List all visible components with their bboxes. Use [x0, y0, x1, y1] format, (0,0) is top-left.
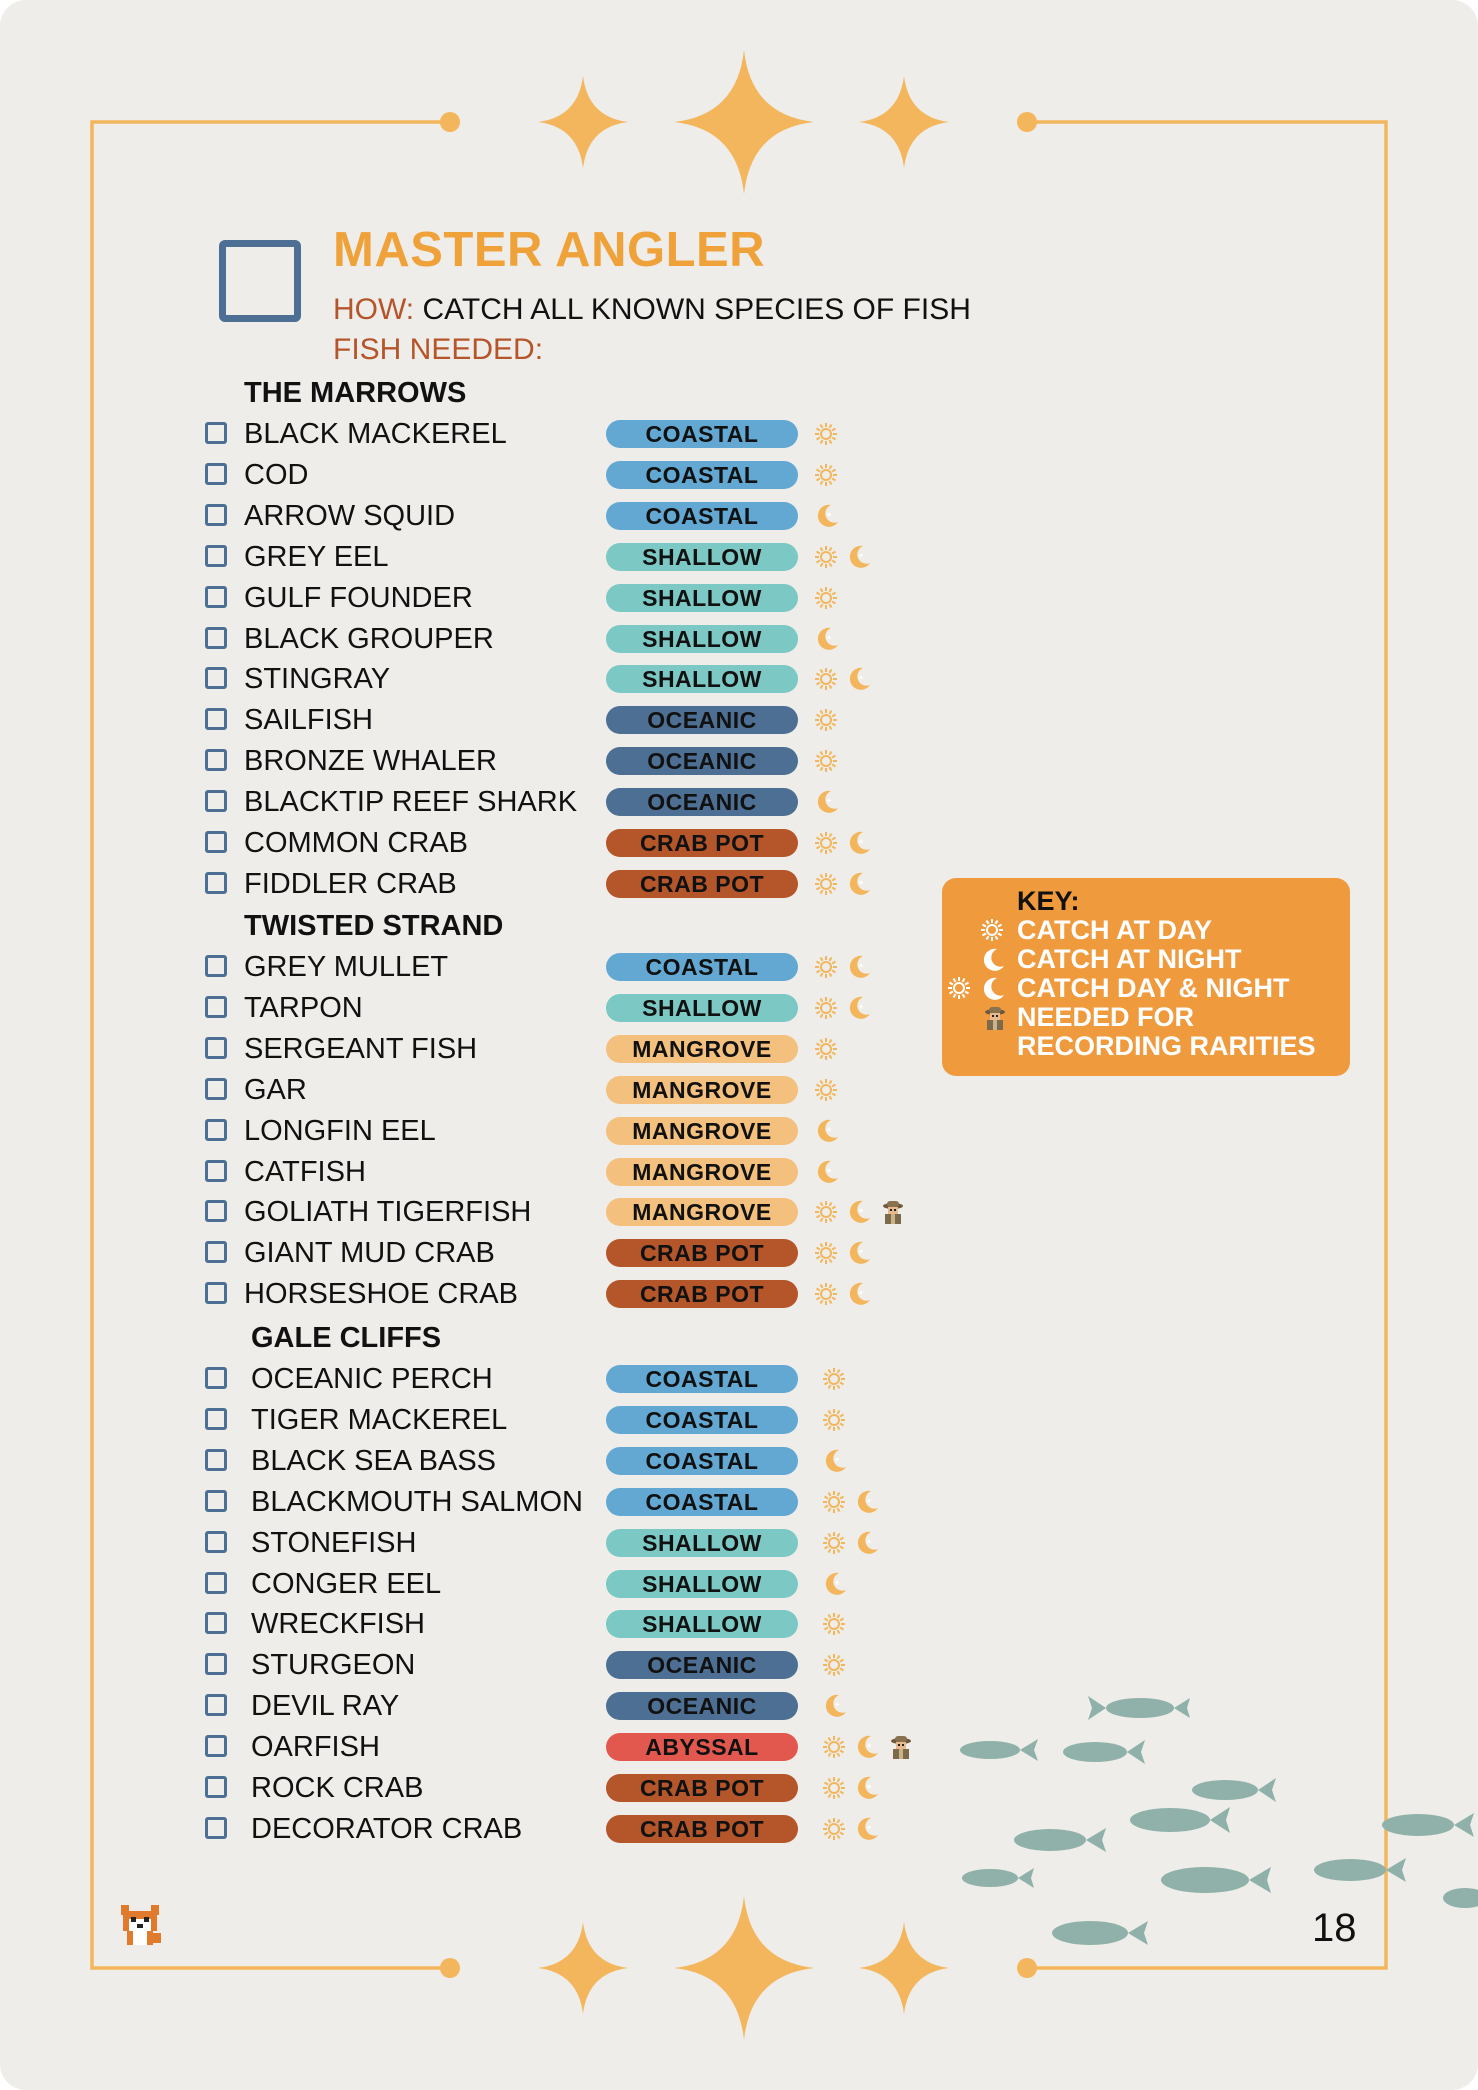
fish-name: BLACK SEA BASS: [251, 1445, 497, 1477]
fish-name: COD: [244, 459, 309, 491]
fish-silhouette: [1063, 1740, 1145, 1764]
moon-icon: [854, 1489, 880, 1515]
sun-icon: [814, 422, 838, 446]
fish-checkbox[interactable]: [205, 1282, 227, 1304]
fish-name: LONGFIN EEL: [244, 1115, 436, 1147]
moon-icon: [854, 1734, 880, 1760]
time-icons: [814, 1074, 838, 1106]
fish-checkbox[interactable]: [205, 996, 227, 1018]
time-icons: [814, 1278, 872, 1310]
fish-name: BLACKMOUTH SALMON: [251, 1486, 583, 1518]
habitat-badge: MANGROVE: [606, 1158, 798, 1186]
fish-name: BLACK MACKEREL: [244, 418, 507, 450]
sun-icon: [822, 1408, 846, 1432]
fish-name: ROCK CRAB: [251, 1772, 424, 1804]
fish-name: GIANT MUD CRAB: [244, 1237, 495, 1269]
time-icons: [814, 1196, 906, 1228]
sun-icon: [822, 1490, 846, 1514]
moon-icon: [822, 1693, 848, 1719]
sun-icon: [814, 1282, 838, 1306]
time-icons: [814, 786, 840, 818]
habitat-badge: CRAB POT: [606, 1280, 798, 1308]
fish-silhouette: [960, 1739, 1038, 1761]
sun-icon: [822, 1531, 846, 1555]
time-icons: [822, 1568, 848, 1600]
fish-name: GULF FOUNDER: [244, 582, 473, 614]
moon-icon: [854, 1775, 880, 1801]
star-icon: [538, 1922, 628, 2014]
moon-icon: [980, 947, 1006, 973]
fish-name: STURGEON: [251, 1649, 416, 1681]
time-icons: [814, 459, 838, 491]
habitat-badge: OCEANIC: [606, 706, 798, 734]
fish-checkbox[interactable]: [205, 831, 227, 853]
time-icons: [822, 1527, 880, 1559]
habitat-badge: COASTAL: [606, 1365, 798, 1393]
fish-name: DECORATOR CRAB: [251, 1813, 523, 1845]
moon-icon: [822, 1571, 848, 1597]
moon-icon: [980, 976, 1006, 1008]
time-icons: [822, 1772, 880, 1804]
sun-icon: [814, 1241, 838, 1265]
habitat-badge: SHALLOW: [606, 584, 798, 612]
time-icons: [814, 582, 838, 614]
moon-icon: [814, 503, 840, 529]
time-icons: [814, 745, 838, 777]
fish-checkbox[interactable]: [205, 1241, 227, 1263]
sun-icon: [814, 955, 838, 979]
fish-checkbox[interactable]: [205, 1490, 227, 1512]
moon-icon: [822, 1448, 848, 1474]
fox-mascot-icon: [117, 1903, 163, 1949]
moon-icon: [846, 830, 872, 856]
frame-dot: [440, 112, 460, 132]
sun-icon: [822, 1776, 846, 1800]
sun-icon: [814, 708, 838, 732]
moon-icon: [814, 1159, 840, 1185]
moon-icon: [846, 1281, 872, 1307]
habitat-badge: COASTAL: [606, 1447, 798, 1475]
sun-icon: [980, 918, 1004, 948]
sun-icon: [814, 831, 838, 855]
sun-icon: [822, 1817, 846, 1841]
sun-icon: [814, 872, 838, 896]
fish-silhouette: [1088, 1696, 1190, 1720]
moon-icon: [854, 1816, 880, 1842]
fish-name: BLACK GROUPER: [244, 623, 494, 655]
sun-icon: [814, 586, 838, 610]
explorer-icon: [888, 1734, 914, 1760]
time-icons: [822, 1404, 846, 1436]
fish-silhouette: [1314, 1858, 1406, 1882]
fish-checkbox[interactable]: [205, 627, 227, 649]
moon-icon: [980, 947, 1006, 979]
moon-icon: [846, 954, 872, 980]
time-icons: [814, 663, 872, 695]
fish-silhouette: [962, 1868, 1034, 1888]
habitat-badge: COASTAL: [606, 953, 798, 981]
key-both-text: CATCH DAY & NIGHT: [1017, 973, 1290, 1003]
fish-checkbox[interactable]: [205, 749, 227, 771]
fish-name: SAILFISH: [244, 704, 373, 736]
fish-name: TIGER MACKEREL: [251, 1404, 508, 1436]
fish-checkbox[interactable]: [205, 545, 227, 567]
habitat-badge: COASTAL: [606, 420, 798, 448]
habitat-badge: CRAB POT: [606, 1239, 798, 1267]
fish-checkbox[interactable]: [205, 1572, 227, 1594]
key-day-text: CATCH AT DAY: [1017, 915, 1212, 945]
time-icons: [814, 992, 872, 1024]
habitat-badge: SHALLOW: [606, 994, 798, 1022]
time-icons: [814, 541, 872, 573]
explorer-icon: [982, 1005, 1008, 1037]
fish-silhouette: [1382, 1813, 1474, 1837]
moon-icon: [814, 626, 840, 652]
habitat-badge: MANGROVE: [606, 1076, 798, 1104]
fish-name: BRONZE WHALER: [244, 745, 497, 777]
star-icon: [674, 50, 814, 194]
fish-silhouette: [1443, 1888, 1478, 1908]
moon-icon: [980, 976, 1006, 1002]
fish-checkbox[interactable]: [205, 790, 227, 812]
time-icons: [822, 1813, 880, 1845]
fish-checkbox[interactable]: [205, 708, 227, 730]
time-icons: [822, 1445, 848, 1477]
sun-icon: [814, 463, 838, 487]
moon-icon: [854, 1530, 880, 1556]
key-rarity-text-2: RECORDING RARITIES: [1017, 1031, 1316, 1061]
sun-icon: [814, 1200, 838, 1224]
fish-checkbox[interactable]: [205, 1078, 227, 1100]
habitat-badge: COASTAL: [606, 1488, 798, 1516]
habitat-badge: MANGROVE: [606, 1117, 798, 1145]
habitat-badge: MANGROVE: [606, 1198, 798, 1226]
fish-checkbox[interactable]: [205, 1694, 227, 1716]
fish-checkbox[interactable]: [205, 1817, 227, 1839]
frame-dot: [1017, 112, 1037, 132]
time-icons: [822, 1608, 846, 1640]
fish-name: DEVIL RAY: [251, 1690, 400, 1722]
fish-name: ARROW SQUID: [244, 500, 456, 532]
habitat-badge: CRAB POT: [606, 829, 798, 857]
section-heading: TWISTED STRAND: [244, 910, 504, 942]
fish-checkbox[interactable]: [205, 1653, 227, 1675]
sun-icon: [814, 1078, 838, 1102]
fish-name: CATFISH: [244, 1156, 366, 1188]
fish-name: SERGEANT FISH: [244, 1033, 478, 1065]
habitat-badge: MANGROVE: [606, 1035, 798, 1063]
habitat-badge: COASTAL: [606, 502, 798, 530]
moon-icon: [846, 995, 872, 1021]
fish-name: OARFISH: [251, 1731, 380, 1763]
fish-name: GREY EEL: [244, 541, 389, 573]
fish-name: STINGRAY: [244, 663, 391, 695]
fish-checkbox[interactable]: [205, 1612, 227, 1634]
fish-needed-label: FISH NEEDED:: [333, 333, 544, 366]
fish-checkbox[interactable]: [205, 1200, 227, 1222]
sun-icon: [814, 667, 838, 691]
time-icons: [814, 1156, 840, 1188]
sun-icon: [814, 749, 838, 773]
fish-name: GOLIATH TIGERFISH: [244, 1196, 532, 1228]
fish-checkbox[interactable]: [205, 955, 227, 977]
key-title: KEY:: [1017, 886, 1080, 916]
fish-checkbox[interactable]: [205, 1160, 227, 1182]
habitat-badge: OCEANIC: [606, 1692, 798, 1720]
sun-icon: [822, 1612, 846, 1636]
sun-icon: [822, 1735, 846, 1759]
fish-name: TARPON: [244, 992, 363, 1024]
fish-checkbox[interactable]: [205, 1531, 227, 1553]
fish-checkbox[interactable]: [205, 422, 227, 444]
fish-checkbox[interactable]: [205, 1735, 227, 1757]
time-icons: [822, 1363, 846, 1395]
key-night-text: CATCH AT NIGHT: [1017, 944, 1242, 974]
fish-silhouette: [1192, 1778, 1276, 1802]
star-icon: [538, 76, 628, 168]
fish-checkbox[interactable]: [205, 1037, 227, 1059]
fish-name: OCEANIC PERCH: [251, 1363, 493, 1395]
star-icon: [674, 1896, 814, 2040]
fish-silhouette: [1052, 1921, 1148, 1945]
fish-name: STONEFISH: [251, 1527, 417, 1559]
time-icons: [822, 1486, 880, 1518]
fish-name: GAR: [244, 1074, 307, 1106]
section-heading: THE MARROWS: [244, 377, 467, 409]
moon-icon: [814, 789, 840, 815]
time-icons: [814, 1237, 872, 1269]
page-number: 18: [1312, 1906, 1357, 1950]
frame-dot: [440, 1958, 460, 1978]
fish-silhouette: [1130, 1807, 1230, 1833]
time-icons: [822, 1731, 914, 1763]
achievement-checkbox[interactable]: [219, 240, 301, 322]
fish-name: FIDDLER CRAB: [244, 868, 457, 900]
moon-icon: [846, 871, 872, 897]
how-text: CATCH ALL KNOWN SPECIES OF FISH: [422, 293, 971, 326]
moon-icon: [814, 1118, 840, 1144]
explorer-icon: [880, 1199, 906, 1225]
habitat-badge: OCEANIC: [606, 747, 798, 775]
how-label: HOW:: [333, 293, 415, 326]
habitat-badge: CRAB POT: [606, 870, 798, 898]
habitat-badge: CRAB POT: [606, 1774, 798, 1802]
habitat-badge: COASTAL: [606, 461, 798, 489]
how-line: [333, 293, 971, 327]
fish-checkbox[interactable]: [205, 1119, 227, 1141]
fish-checkbox[interactable]: [205, 463, 227, 485]
habitat-badge: OCEANIC: [606, 1651, 798, 1679]
fish-checkbox[interactable]: [205, 586, 227, 608]
fish-name: CONGER EEL: [251, 1568, 442, 1600]
sun-icon: [947, 976, 971, 1000]
habitat-badge: OCEANIC: [606, 788, 798, 816]
sun-icon: [814, 545, 838, 569]
time-icons: [814, 1115, 840, 1147]
fish-silhouette: [1161, 1867, 1271, 1893]
habitat-badge: ABYSSAL: [606, 1733, 798, 1761]
habitat-badge: SHALLOW: [606, 1570, 798, 1598]
sun-icon: [822, 1653, 846, 1677]
time-icons: [814, 951, 872, 983]
fish-checkbox[interactable]: [205, 504, 227, 526]
key-rarity-text-1: NEEDED FOR: [1017, 1002, 1195, 1032]
time-icons: [822, 1649, 846, 1681]
sun-icon: [822, 1367, 846, 1391]
habitat-badge: COASTAL: [606, 1406, 798, 1434]
moon-icon: [846, 544, 872, 570]
fish-checkbox[interactable]: [205, 1776, 227, 1798]
moon-icon: [846, 666, 872, 692]
sun-icon: [947, 976, 971, 1006]
fish-checkbox[interactable]: [205, 1408, 227, 1430]
habitat-badge: SHALLOW: [606, 625, 798, 653]
fish-checkbox[interactable]: [205, 872, 227, 894]
fish-name: WRECKFISH: [251, 1608, 425, 1640]
time-icons: [814, 1033, 838, 1065]
time-icons: [814, 868, 872, 900]
page-title: MASTER ANGLER: [333, 223, 766, 277]
key-box: [942, 878, 1350, 1076]
star-icon: [859, 76, 949, 168]
habitat-badge: SHALLOW: [606, 1529, 798, 1557]
sun-icon: [814, 1037, 838, 1061]
time-icons: [814, 500, 840, 532]
fish-name: BLACKTIP REEF SHARK: [244, 786, 578, 818]
key-row-rarity-2: [1017, 1032, 1316, 1061]
explorer-icon: [982, 1005, 1008, 1031]
moon-icon: [846, 1199, 872, 1225]
time-icons: [814, 827, 872, 859]
section-heading: GALE CLIFFS: [251, 1322, 442, 1354]
time-icons: [814, 623, 840, 655]
moon-icon: [846, 1240, 872, 1266]
fish-checkbox[interactable]: [205, 667, 227, 689]
fish-silhouette: [1014, 1828, 1106, 1852]
habitat-badge: SHALLOW: [606, 665, 798, 693]
time-icons: [814, 418, 838, 450]
habitat-badge: SHALLOW: [606, 1610, 798, 1638]
sun-icon: [814, 996, 838, 1020]
time-icons: [822, 1690, 848, 1722]
fish-checkbox[interactable]: [205, 1367, 227, 1389]
fish-checkbox[interactable]: [205, 1449, 227, 1471]
habitat-badge: SHALLOW: [606, 543, 798, 571]
fish-school-icon: [930, 1680, 1478, 1980]
fish-name: COMMON CRAB: [244, 827, 468, 859]
habitat-badge: CRAB POT: [606, 1815, 798, 1843]
fish-name: HORSESHOE CRAB: [244, 1278, 518, 1310]
fish-name: GREY MULLET: [244, 951, 449, 983]
sun-icon: [980, 918, 1004, 942]
time-icons: [814, 704, 838, 736]
